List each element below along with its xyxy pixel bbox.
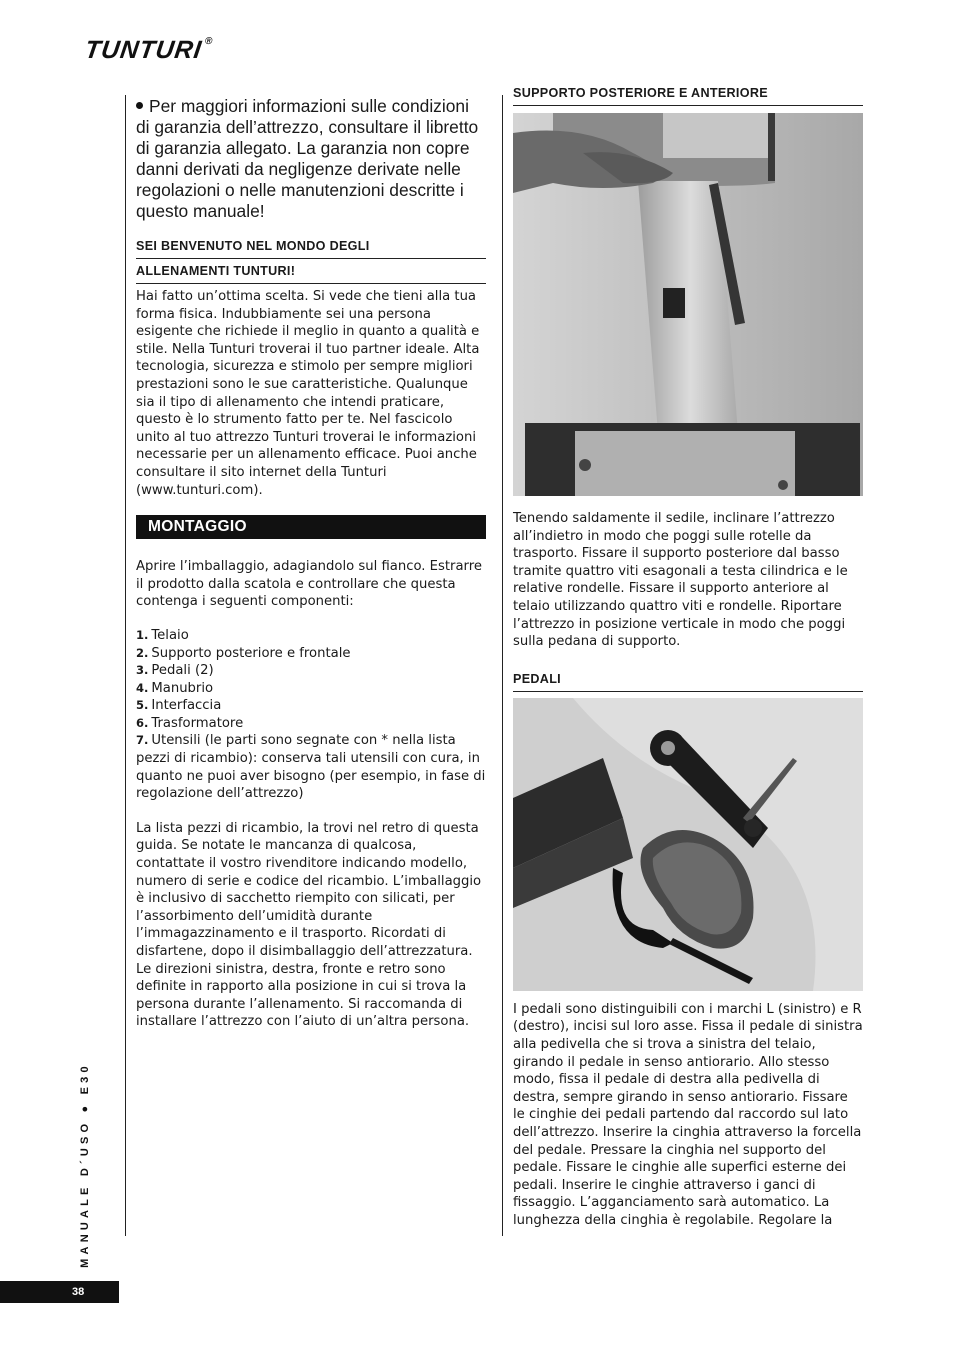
list-item bbox=[136, 680, 486, 698]
item-number: 3. bbox=[136, 663, 149, 678]
pedals-heading: PEDALI bbox=[513, 667, 863, 692]
item-number: 5. bbox=[136, 698, 149, 713]
manual-side-label bbox=[70, 1060, 100, 1270]
list-item bbox=[136, 662, 486, 680]
column-divider bbox=[502, 95, 503, 1236]
welcome-heading-line1: SEI BENVENUTO NEL MONDO DEGLI bbox=[136, 234, 486, 259]
item-text: Trasformatore bbox=[151, 715, 244, 731]
list-item bbox=[136, 697, 486, 715]
warranty-note bbox=[136, 96, 486, 222]
welcome-heading-line2: ALLENAMENTI TUNTURI! bbox=[136, 259, 486, 284]
item-number: 4. bbox=[136, 680, 149, 695]
item-number: 1. bbox=[136, 627, 149, 642]
pedals-text: I pedali sono distinguibili con i marchi L (sinistro) e R (destro), incisi sul loro asse. Fissa il pedale di sinistra alla pedivella che si trova a sinistra del telaio, girando il pedale in senso antiorario. Allo stesso modo, fissa il pedale di destra alla pedivella di destra, sempre girando in senso antiorario. Fissare le cinghie dei pedali partendo dal raccordo sul lato dell’attrezzo. Inserire la cinghia attraverso la forcella del pedale. Pressare la cinghia nel supporto del pedale. Fissare le cinghie alle superfici esterne dei pedali. Inserire le cinghie attraverso i ganci di fissaggio. L’agganciamento sarà automatico. La lunghezza della cinghia è regolabile. Regolare la bbox=[513, 1001, 863, 1228]
item-text: Utensili (le parti sono segnate con * nella lista pezzi di ricambio): conserva tali utensili con cura, in quanto ne puoi aver bisogno (per esempio, in fase di regolazione dell’attrezzo) bbox=[136, 733, 486, 802]
bullet-icon bbox=[136, 102, 143, 109]
components-list bbox=[136, 627, 486, 803]
parts-text: La lista pezzi di ricambio, la trovi nel retro di questa guida. Se notate le mancanza di qualcosa, contattate il vostro rivenditore indicando modello, numero di serie e codice del ricambio. L’imballaggio è inclusivo di sacchetto riempito con silicati, per l’assorbimento dell’umidità durante l’immagazzinamento e il trasporto. Ricordati di disfartene, dopo il disimballaggio dell’attrezzatura. Le direzioni sinistra, destra, fronte e retro sono definite in rapporto alla posizione in cui si trova la persona durante l’allenamento. Si raccomanda di installare l’attrezzo con l’aiuto di un’altra persona. bbox=[136, 820, 482, 1030]
pedal-photo bbox=[513, 698, 863, 991]
support-assembly-illustration bbox=[513, 113, 863, 496]
list-item bbox=[136, 627, 486, 645]
support-heading: SUPPORTO POSTERIORE E ANTERIORE bbox=[513, 86, 863, 106]
item-text: Pedali (2) bbox=[151, 663, 214, 679]
brand-name: TUNTURI bbox=[83, 36, 204, 64]
item-number: 6. bbox=[136, 715, 149, 730]
left-column bbox=[136, 96, 486, 1031]
support-text: Tenendo saldamente il sedile, inclinare l’attrezzo all’indietro in modo che poggi sulle rotelle da trasporto. Fissare il supporto posteriore dal basso tramite quattro viti esagonali a testa cilindrica e le relative rondelle. Fissare il supporto anteriore al telaio utilizzando quattro viti e rondelle. Riportare l’attrezzo in posizione verticale in modo che poggi sulla pedana di supporto. bbox=[513, 511, 848, 650]
assembly-section-heading: MONTAGGIO bbox=[136, 515, 486, 539]
side-label-text: MANUALE D´USO ● E30 bbox=[79, 1062, 91, 1268]
item-number: 7. bbox=[136, 733, 149, 748]
assembly-intro: Aprire l’imballaggio, adagiandolo sul fianco. Estrarre il prodotto dalla scatola e controllare che questa contenga i seguenti componenti: bbox=[136, 559, 482, 610]
list-item bbox=[136, 645, 486, 663]
welcome-text: Hai fatto un’ottima scelta. Si vede che tieni alla tua forma fisica. Indubbiamente sei una persona esigente che richiede il meglio in quanto a qualità e stile. Nella Tunturi troverai il tuo partner ideale. Alta tecnologia, sicurezza e stimolo per sempre migliori prestazioni sono le sue caratteristiche. Qualunque sia il tipo di allenamento che intendi praticare, questo è lo strumento fatto per te. Nel fascicolo unito al tuo attrezzo Tunturi troverai le informazioni necessarie per un allenamento efficace. Puoi anche consultare il sito internet della Tunturi (www.tunturi.com). bbox=[136, 289, 480, 498]
tunturi-logo bbox=[83, 36, 214, 65]
list-item bbox=[136, 732, 486, 802]
item-text: Manubrio bbox=[151, 680, 214, 696]
right-column bbox=[513, 86, 863, 1229]
registered-mark: ® bbox=[204, 36, 215, 47]
warranty-note-text: Per maggiori informazioni sulle condizioni di garanzia dell’attrezzo, consultare il libretto di garanzia allegato. La garanzia non copre danni derivati da negligenze derivate nelle regolazioni o nelle manutenzioni descritte i questo manuale! bbox=[136, 96, 479, 221]
page-number-box bbox=[0, 1281, 119, 1303]
item-text: Supporto posteriore e frontale bbox=[151, 645, 351, 661]
left-rule bbox=[125, 95, 126, 1236]
pedal-illustration bbox=[513, 698, 863, 991]
item-text: Telaio bbox=[151, 627, 189, 643]
list-item bbox=[136, 715, 486, 733]
item-text: Interfaccia bbox=[151, 698, 222, 714]
item-number: 2. bbox=[136, 645, 149, 660]
page-number: 38 bbox=[72, 1286, 85, 1298]
support-assembly-photo bbox=[513, 113, 863, 496]
